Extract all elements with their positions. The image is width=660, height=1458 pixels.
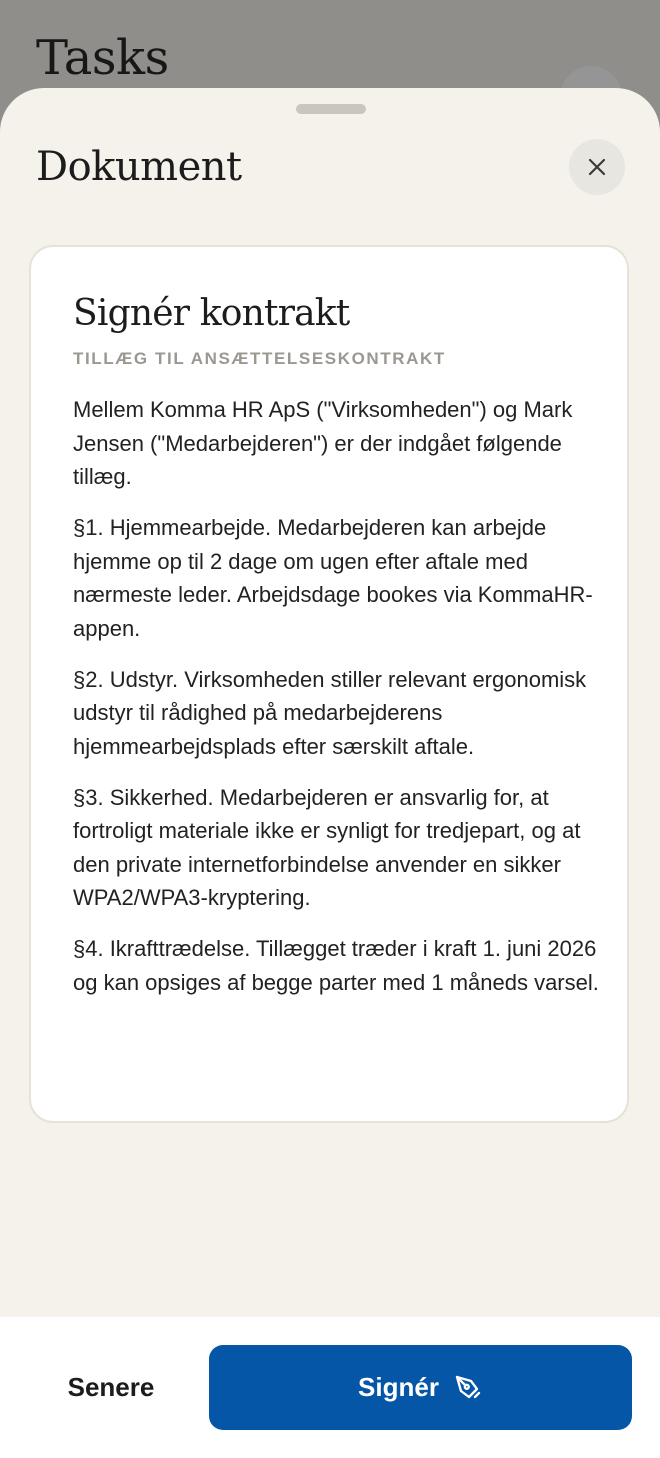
- sheet-drag-handle[interactable]: [296, 104, 366, 114]
- sheet-title: Dokument: [36, 144, 242, 190]
- document-card: [29, 245, 629, 1123]
- document-paragraph-intro: Mellem Komma HR ApS ("Virksomheden") og Mark Jensen ("Medarbejderen") er der indgået følgende tillæg.: [73, 397, 573, 489]
- document-paragraph-4: §4. Ikrafttrædelse. Tillægget træder i kraft 1. juni 2026 og kan opsiges af begge parter med 1 måneds varsel.: [73, 936, 599, 995]
- close-button[interactable]: [569, 139, 625, 195]
- document-heading: Signér kontrakt: [73, 293, 350, 334]
- document-paragraph-3: §3. Sikkerhed. Medarbejderen er ansvarlig for, at fortroligt materiale ikke er synligt for tredjepart, og at den private internetforbindelse anvender en sikker WPA2/WPA3-kryptering.: [73, 784, 581, 910]
- sheet-footer: [0, 1317, 660, 1458]
- document-body: [73, 393, 603, 1017]
- pen-sign-icon: [453, 1373, 483, 1403]
- sign-button-label: Signér: [358, 1372, 439, 1402]
- close-icon: [587, 157, 607, 177]
- document-paragraph-2: §2. Udstyr. Virksomheden stiller relevant ergonomisk udstyr til rådighed på medarbejderens hjemmearbejdsplads efter særskilt aftale.: [73, 666, 587, 759]
- later-button[interactable]: Senere: [36, 1345, 186, 1429]
- document-subheading: TILLÆG TIL ANSÆTTELSESKONTRAKT: [73, 349, 446, 368]
- document-sheet: [0, 88, 660, 1458]
- document-paragraph-1: §1. Hjemmearbejde. Medarbejderen kan arbejde hjemme op til 2 dage om ugen efter aftale med nærmeste leder. Arbejdsdage bookes via KommaHR-appen.: [73, 515, 593, 641]
- sign-button[interactable]: [209, 1345, 632, 1430]
- background-page-title: Tasks: [36, 30, 169, 86]
